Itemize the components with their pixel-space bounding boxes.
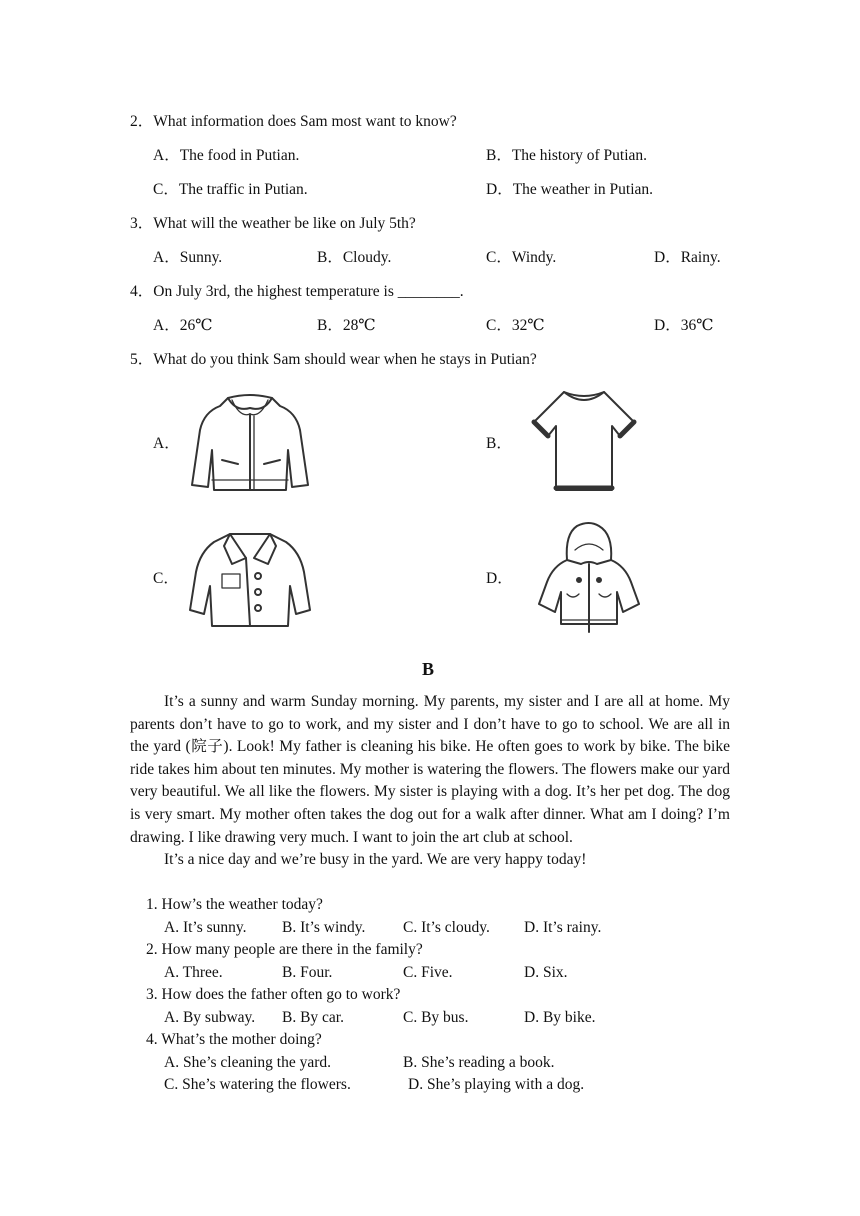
question-3-stem: 3．What will the weather be like on July 5th? [130,215,416,232]
b-question-4-stem: 4. What’s the mother doing? [146,1031,322,1048]
passage-paragraph-1: It’s a sunny and warm Sunday morning. My parents, my sister and I are all at home. My parents don’t have to go to work, and my sister and I don’t have to go to school. We are all in the yard (院子). Look! My father is cleaning his bike. He often goes to work by bike. The bike ride takes him about ten minutes. My mother is watering the flowers. The flowers make our yard very beautiful. We all like the flowers. My sister is playing with a dog. It’s her pet dog. The dog is very smart. My mother often takes the dog out for a walk after dinner. What am I doing? I’m drawing. I like drawing very much. I want to join the art club at school. [130,693,730,846]
question-2-option-d[interactable]: D．The weather in Putian. [486,181,654,198]
jacket-icon [188,390,313,495]
question-4-option-a[interactable]: A．26℃ [153,317,213,334]
question-3-option-c[interactable]: C．Windy. [486,249,557,266]
b-question-1-option-b[interactable]: B. It’s windy. [282,919,366,936]
hooded-jacket-icon [533,520,645,635]
section-b-heading: B [422,659,435,679]
passage-paragraph-2: It’s a nice day and we’re busy in the yard. We are very happy today! [164,851,587,869]
b-question-1-option-c[interactable]: C. It’s cloudy. [403,919,490,936]
question-5-option-d[interactable]: D． [486,570,513,587]
b-question-1-option-d[interactable]: D. It’s rainy. [524,919,602,936]
b-question-4-option-d[interactable]: D. She’s playing with a dog. [408,1076,585,1093]
b-question-2-option-a[interactable]: A. Three. [164,964,223,981]
b-question-1-stem: 1. How’s the weather today? [146,896,323,913]
b-question-1-option-a[interactable]: A. It’s sunny. [164,919,247,936]
question-4-option-d[interactable]: D．36℃ [654,317,714,334]
question-4-option-c[interactable]: C．32℃ [486,317,545,334]
question-5-option-a[interactable]: A． [153,435,180,452]
b-question-4-option-b[interactable]: B. She’s reading a book. [403,1054,555,1071]
question-3-option-a[interactable]: A．Sunny. [153,249,223,266]
question-2-option-b[interactable]: B．The history of Putian. [486,147,648,164]
coat-icon [188,528,313,630]
b-question-2-option-d[interactable]: D. Six. [524,964,568,981]
b-question-2-option-c[interactable]: C. Five. [403,964,453,981]
question-5-option-c[interactable]: C． [153,570,179,587]
b-question-3-option-d[interactable]: D. By bike. [524,1009,596,1026]
t-shirt-icon [530,386,638,496]
b-question-3-option-a[interactable]: A. By subway. [164,1009,256,1026]
b-question-3-option-c[interactable]: C. By bus. [403,1009,469,1026]
question-3-option-d[interactable]: D．Rainy. [654,249,721,266]
question-5-option-b[interactable]: B． [486,435,512,452]
question-4-option-b[interactable]: B．28℃ [317,317,376,334]
b-question-4-option-c[interactable]: C. She’s watering the flowers. [164,1076,351,1093]
question-5-stem: 5．What do you think Sam should wear when he stays in Putian? [130,351,537,368]
b-question-2-stem: 2. How many people are there in the family? [146,941,423,958]
reading-passage [130,691,730,872]
b-question-4-option-a[interactable]: A. She’s cleaning the yard. [164,1054,332,1071]
question-2-option-c[interactable]: C．The traffic in Putian. [153,181,308,198]
b-question-3-stem: 3. How does the father often go to work? [146,986,401,1003]
question-2-stem: 2．What information does Sam most want to know? [130,113,457,130]
question-2-option-a[interactable]: A．The food in Putian. [153,147,300,164]
question-3-option-b[interactable]: B．Cloudy. [317,249,392,266]
b-question-3-option-b[interactable]: B. By car. [282,1009,344,1026]
b-question-2-option-b[interactable]: B. Four. [282,964,333,981]
question-4-stem: 4．On July 3rd, the highest temperature is ________. [130,283,464,300]
